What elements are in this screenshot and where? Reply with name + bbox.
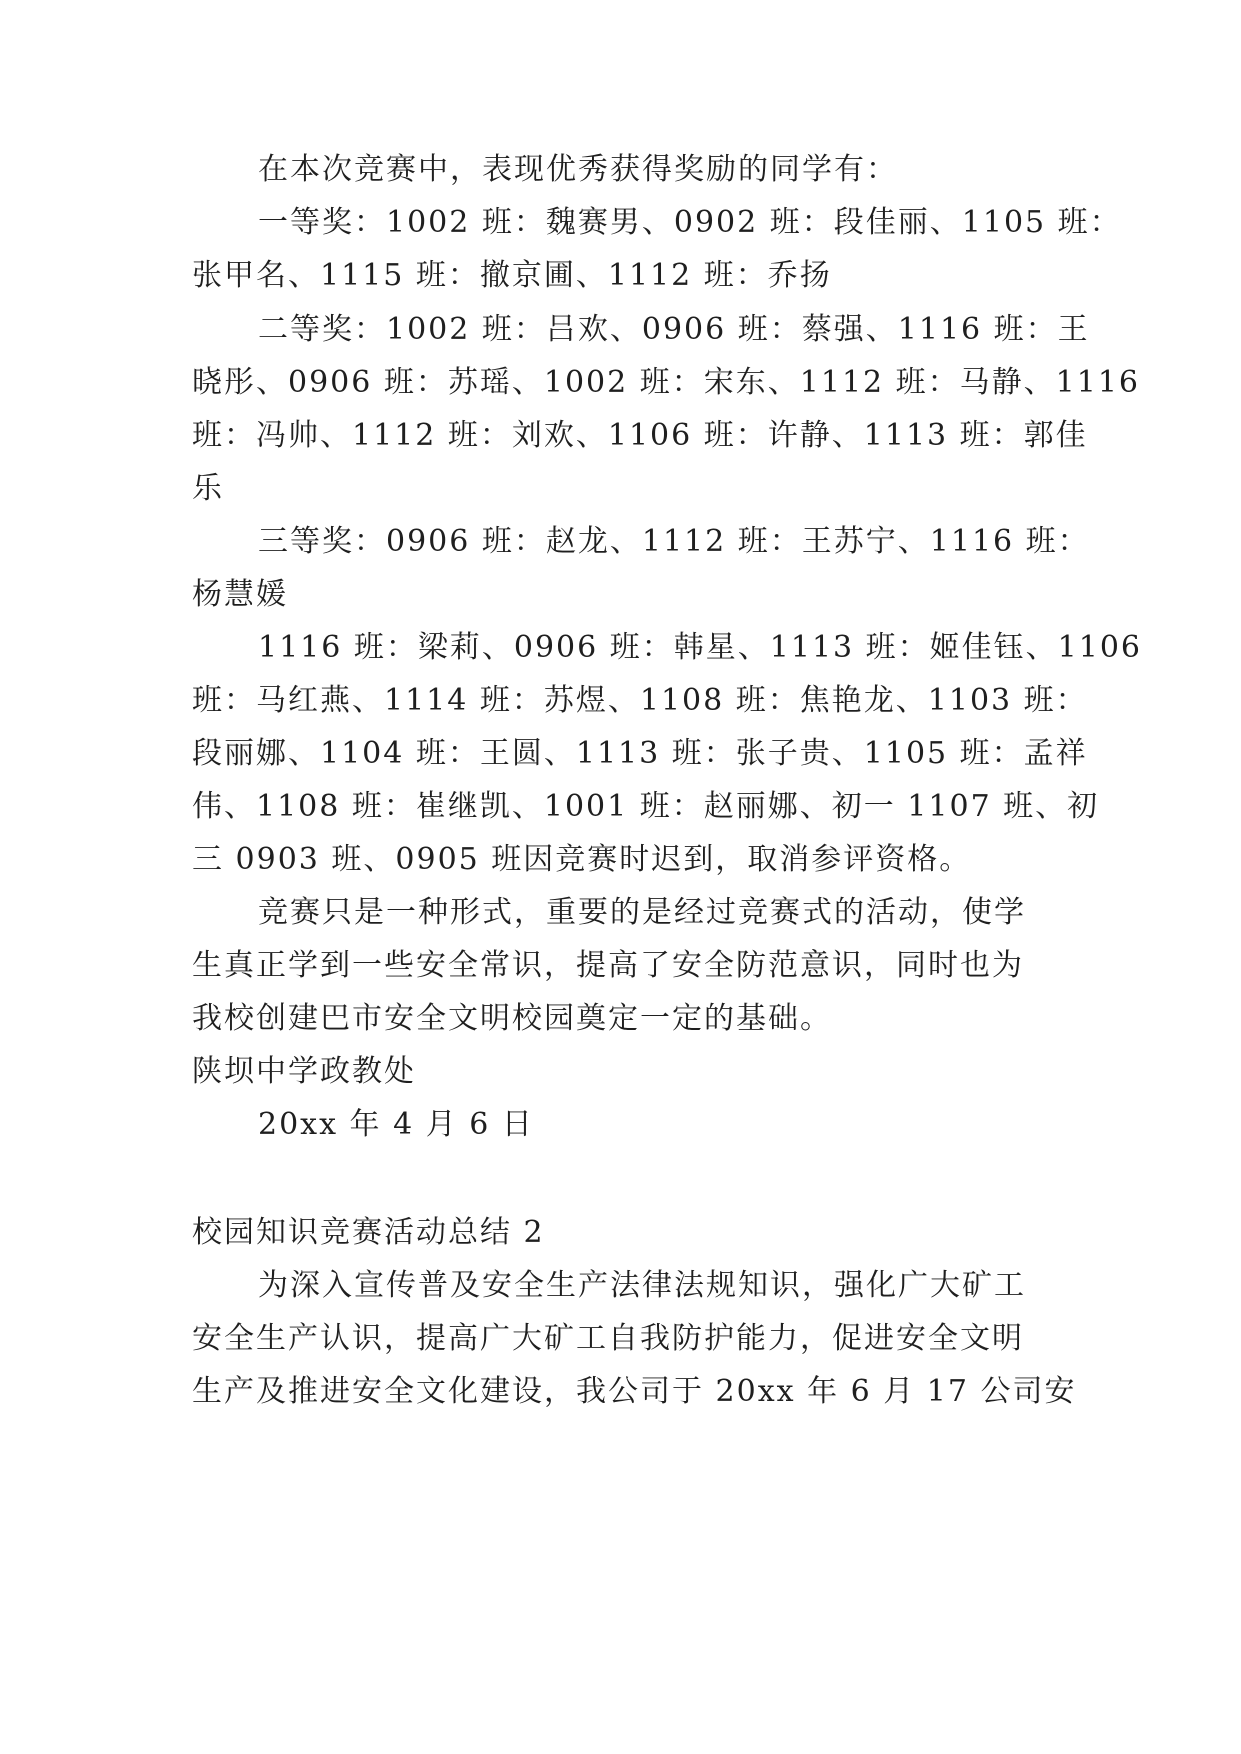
- text-line-section2-intro: 为深入宣传普及安全生产法律法规知识，强化广大矿工: [258, 1268, 1026, 1303]
- section-heading: 校园知识竞赛活动总结 2: [192, 1215, 545, 1250]
- text-line: 我校创建巴市安全文明校园奠定一定的基础。: [192, 1001, 832, 1036]
- text-line: 生产及推进安全文化建设，我公司于 20xx 年 6 月 17 公司安: [192, 1374, 1077, 1409]
- text-line: 班：冯帅、1112 班：刘欢、1106 班：许静、1113 班：郭佳: [192, 418, 1088, 453]
- text-line: 乐: [192, 471, 224, 506]
- text-line: 伟、1108 班：崔继凯、1001 班：赵丽娜、初一 1107 班、初: [192, 789, 1100, 824]
- text-line-conclusion: 竞赛只是一种形式，重要的是经过竞赛式的活动，使学: [258, 895, 1026, 930]
- text-line-first-prize: 一等奖：1002 班：魏赛男、0902 班：段佳丽、1105 班：: [258, 205, 1122, 240]
- text-line-disqualified: 1116 班：梁莉、0906 班：韩星、1113 班：姬佳钰、1106: [258, 630, 1142, 665]
- text-line-third-prize: 三等奖：0906 班：赵龙、1112 班：王苏宁、1116 班：: [258, 524, 1090, 559]
- text-line-second-prize: 二等奖：1002 班：吕欢、0906 班：蔡强、1116 班：王: [258, 312, 1090, 347]
- text-line: 晓彤、0906 班：苏瑶、1002 班：宋东、1112 班：马静、1116: [192, 365, 1140, 400]
- text-line: 安全生产认识，提高广大矿工自我防护能力，促进安全文明: [192, 1321, 1024, 1356]
- text-line: 杨慧媛: [192, 577, 288, 612]
- text-line: 班：马红燕、1114 班：苏煜、1108 班：焦艳龙、1103 班：: [192, 683, 1088, 718]
- signature-date: 20xx 年 4 月 6 日: [258, 1107, 534, 1142]
- text-line: 生真正学到一些安全常识，提高了安全防范意识，同时也为: [192, 948, 1024, 983]
- text-line-intro: 在本次竞赛中，表现优秀获得奖励的同学有：: [258, 152, 898, 187]
- text-line: 三 0903 班、0905 班因竞赛时迟到，取消参评资格。: [192, 842, 972, 877]
- text-line: 段丽娜、1104 班：王圆、1113 班：张子贵、1105 班：孟祥: [192, 736, 1088, 771]
- text-line: 张甲名、1115 班：撤京圃、1112 班：乔扬: [192, 258, 832, 293]
- signature-department: 陕坝中学政教处: [192, 1054, 416, 1089]
